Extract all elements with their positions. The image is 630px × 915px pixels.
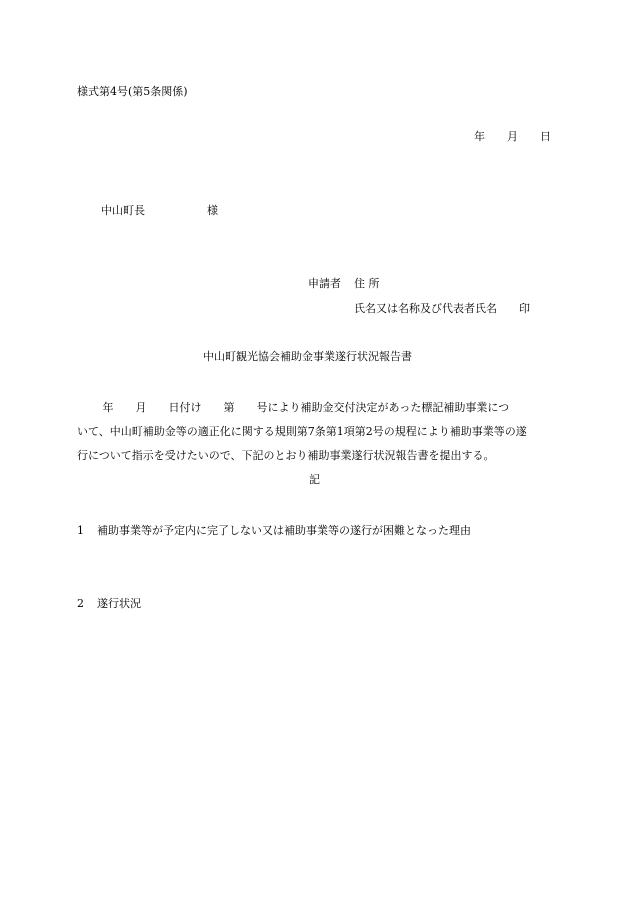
ki-heading: 記	[309, 473, 320, 486]
item-1-text: 補助事業等が予定内に完了しない又は補助事業等の遂行が困難となった理由	[97, 524, 471, 537]
item-2-number: 2	[77, 597, 84, 610]
body-line-1: 年 月 日付け 第 号により補助金交付決定があった標記補助事業につ	[77, 401, 510, 414]
name-label: 氏名又は名称及び代表者氏名	[354, 302, 497, 315]
seal-label: 印	[519, 302, 530, 315]
body-line-2: いて、中山町補助金等の適正化に関する規則第7条第1項第2号の規程により補助事業等の遂	[77, 425, 527, 438]
body-line-3: 行について指示を受けたいので、下記のとおり補助事業遂行状況報告書を提出する。	[77, 449, 495, 462]
document-title: 中山町観光協会補助金事業遂行状況報告書	[203, 350, 412, 363]
item-1-number: 1	[77, 524, 84, 537]
form-label: 様式第4号(第5条関係)	[77, 85, 188, 98]
applicant-label: 申請者	[308, 277, 341, 290]
addressee-name: 中山町長	[101, 204, 145, 217]
date-line: 年 月 日	[474, 130, 551, 143]
address-label: 住 所	[354, 277, 380, 290]
addressee-honorific: 様	[207, 204, 218, 217]
item-2-text: 遂行状況	[97, 597, 141, 610]
